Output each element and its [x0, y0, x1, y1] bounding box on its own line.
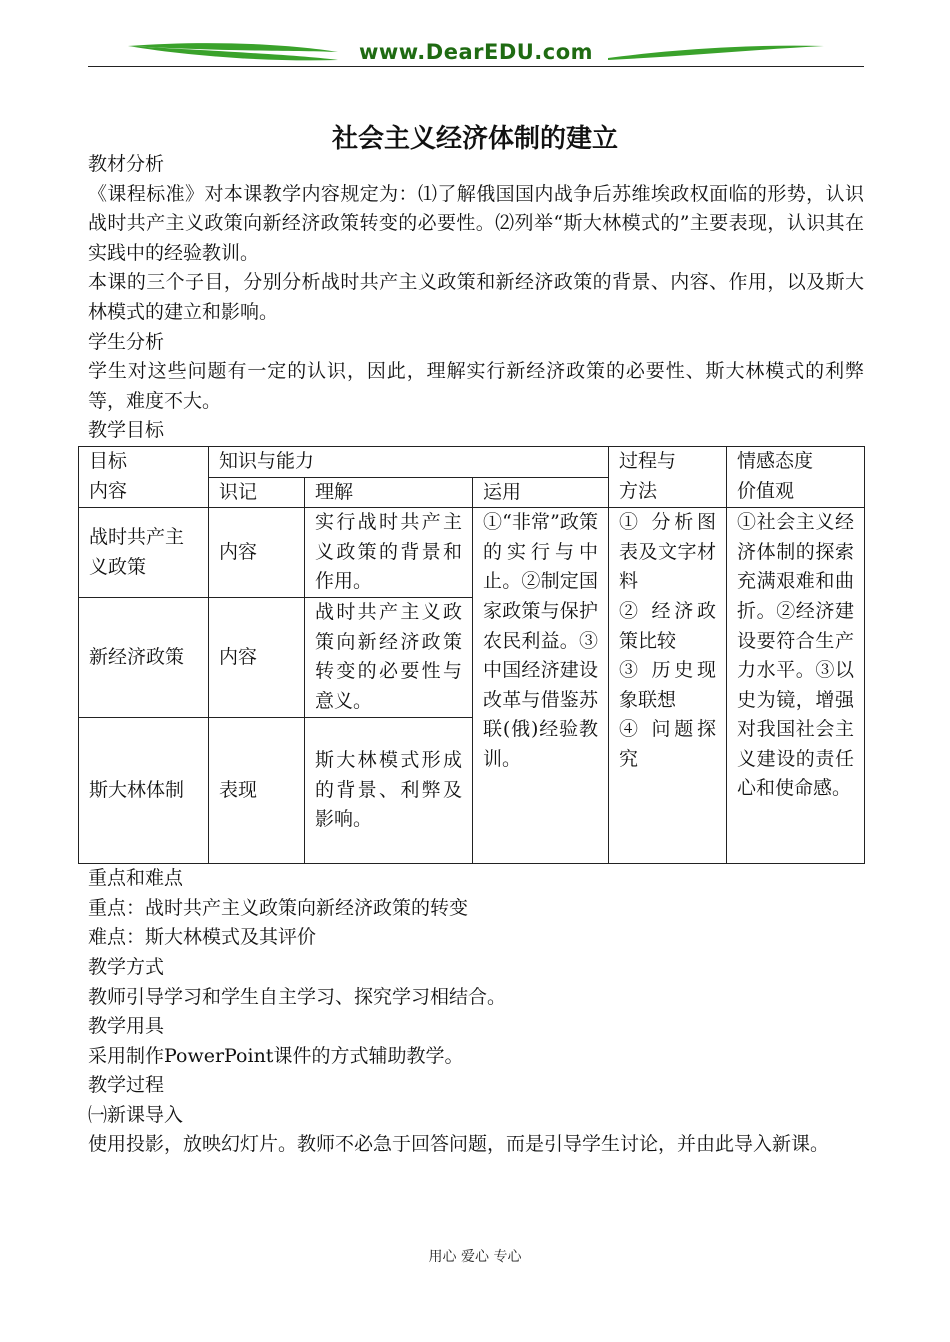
- process-methods-cell: [609, 508, 727, 864]
- site-logo[interactable]: www.DearEDU.com: [358, 40, 594, 64]
- header-goal-line1: 目标: [89, 450, 128, 473]
- process-paragraph: 使用投影，放映幻灯片。教师不必急于回答问题，而是引导学生讨论，并由此导入新课。: [88, 1133, 830, 1156]
- header-apply-cell: 运用: [473, 477, 609, 508]
- header-emotion-line1: 情感态度: [737, 450, 814, 473]
- recall-cell: 表现: [209, 718, 305, 864]
- understand-cell: 斯大林模式形成的背景、利弊及影响。: [305, 718, 473, 864]
- tools-paragraph: 采用制作PowerPoint课件的方式辅助教学。: [88, 1044, 464, 1067]
- topic-cell: 斯大林体制: [79, 718, 209, 864]
- process-method-item: ② 经济政策比较: [619, 599, 716, 652]
- goals-table: [78, 446, 865, 864]
- analysis-paragraph-2: 本课的三个子目，分别分析战时共产主义政策和新经济政策的背景、内容、作用，以及斯大林模式的建立和影响。: [88, 271, 864, 323]
- header-knowledge-cell: 知识与能力: [209, 446, 609, 477]
- process-heading: 教学过程: [88, 1074, 165, 1097]
- header-rule: [88, 66, 864, 67]
- student-heading: 学生分析: [88, 330, 165, 353]
- understand-cell: 战时共产主义政策向新经济政策转变的必要性与意义。: [305, 598, 473, 718]
- document-body: [88, 150, 864, 1160]
- apply-cell: ①“非常”政策的实行与中止。②制定国家政策与保护农民利益。③中国经济建设改革与借鉴苏联(俄)经验教训。: [473, 508, 609, 864]
- tools-heading: 教学用具: [88, 1015, 165, 1038]
- header-process-line2: 方法: [619, 480, 658, 503]
- difficult-point: 难点：斯大林模式及其评价: [88, 926, 317, 949]
- topic-cell: 新经济政策: [79, 598, 209, 718]
- header-goal-line2: 内容: [89, 480, 128, 503]
- emotion-cell: ①社会主义经济体制的探索充满艰难和曲折。②经济建设要符合生产力水平。③以史为镜，增强对我国社会主义建设的责任心和使命感。: [727, 508, 865, 864]
- analysis-paragraph-1: 《课程标准》对本课教学内容规定为：⑴了解俄国国内战争后苏维埃政权面临的形势，认识战时共产主义政策向新经济政策转变的必要性。⑵列举“斯大林模式的”主要表现，认识其在实践中的经验教训。: [88, 182, 864, 264]
- header-understand-cell: 理解: [305, 477, 473, 508]
- header-goal-cell: [79, 446, 209, 507]
- recall-cell: 内容: [209, 508, 305, 598]
- process-method-item: ① 分析图表及文字材料: [619, 511, 716, 593]
- table-row: [79, 508, 865, 598]
- header-process-line1: 过程与: [619, 450, 677, 473]
- topic-cell: 战时共产主义政策: [79, 508, 209, 598]
- table-header-row: [79, 446, 865, 477]
- method-heading: 教学方式: [88, 955, 165, 978]
- student-paragraph: 学生对这些问题有一定的认识，因此，理解实行新经济政策的必要性、斯大林模式的利弊等，难度不大。: [88, 360, 864, 412]
- page-title: 社会主义经济体制的建立: [331, 124, 618, 154]
- key-heading: 重点和难点: [88, 867, 184, 890]
- header-process-cell: [609, 446, 727, 507]
- header-emotion-cell: [727, 446, 865, 507]
- recall-cell: 内容: [209, 598, 305, 718]
- header-recall-cell: 识记: [209, 477, 305, 508]
- page-footer: 用心 爱心 专心: [428, 1249, 522, 1265]
- process-method-item: ③ 历史现象联想: [619, 659, 716, 711]
- process-method-item: ④ 问题探究: [619, 718, 716, 770]
- header-emotion-line2: 价值观: [737, 480, 795, 503]
- method-paragraph: 教师引导学习和学生自主学习、探究学习相结合。: [88, 985, 507, 1008]
- understand-cell: 实行战时共产主义政策的背景和作用。: [305, 508, 473, 598]
- key-point: 重点：战时共产主义政策向新经济政策的转变: [88, 896, 469, 919]
- process-subheading: ㈠新课导入: [88, 1103, 184, 1126]
- analysis-heading: 教材分析: [88, 153, 165, 175]
- goals-heading: 教学目标: [88, 419, 165, 442]
